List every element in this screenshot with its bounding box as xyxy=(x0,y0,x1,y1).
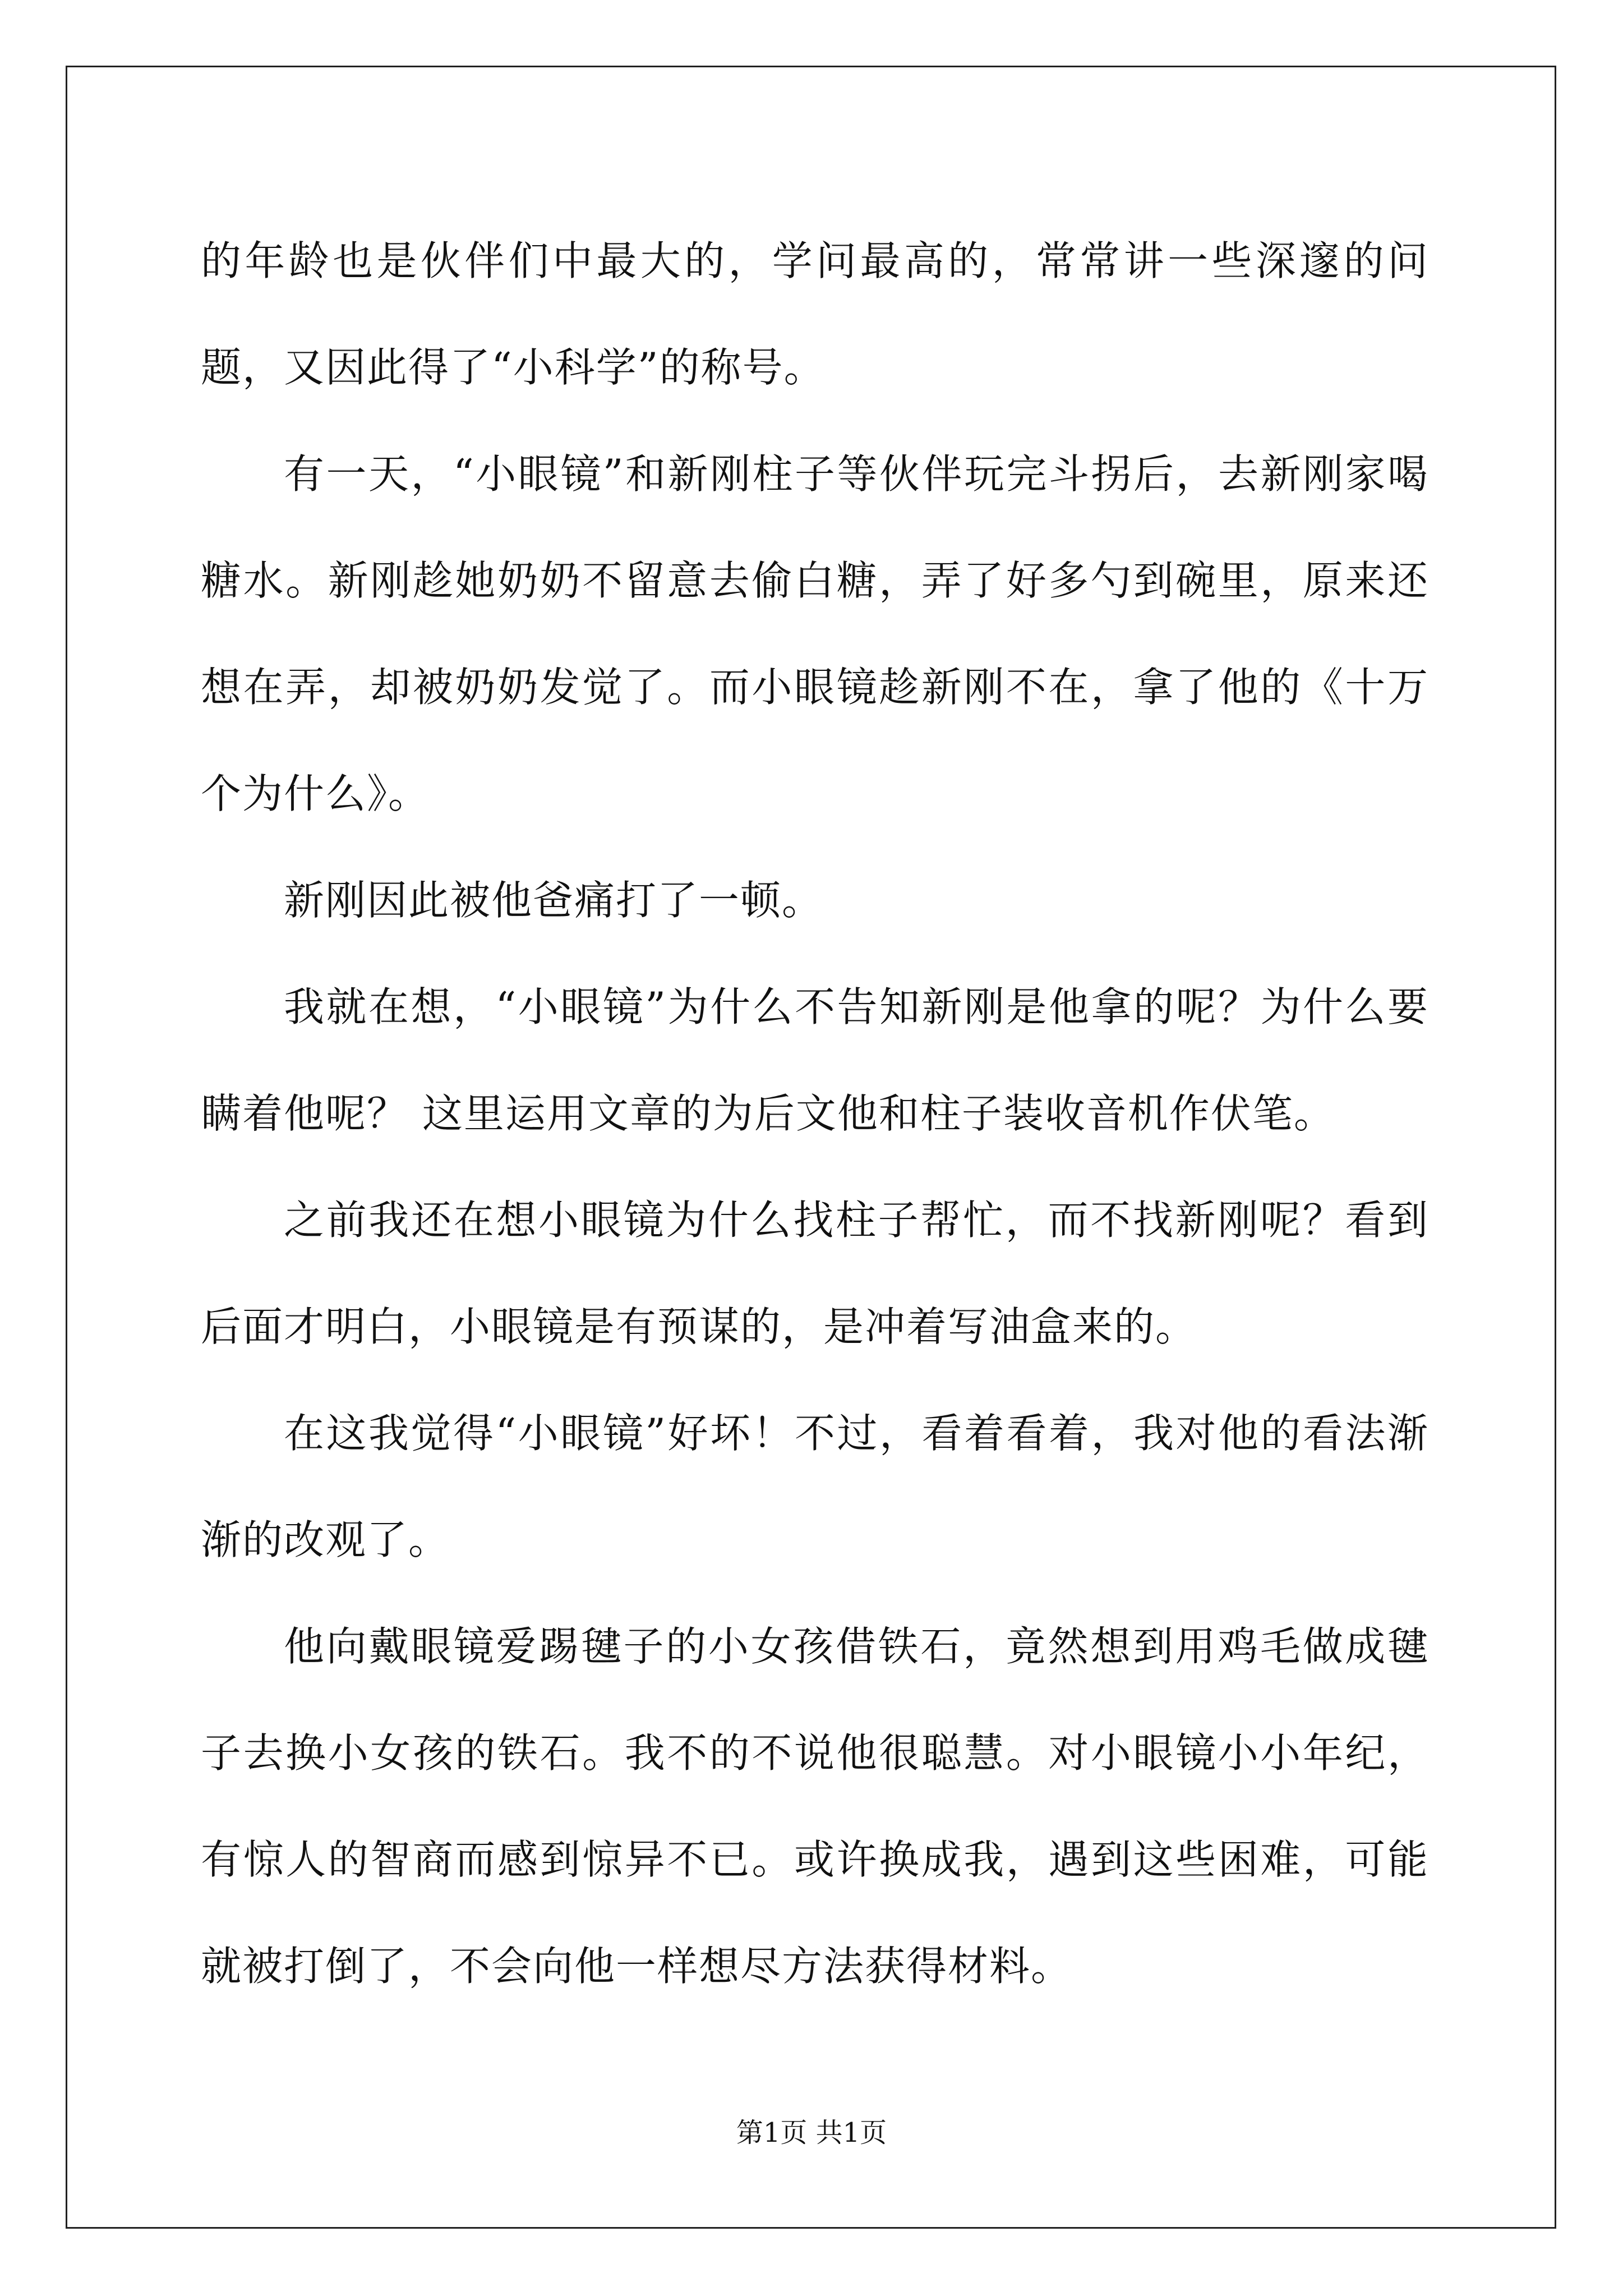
paragraph-1: 的年龄也是伙伴们中最大的，学问最高的，常常讲一些深邃的问题，又因此得了“小科学”的称号。 xyxy=(201,237,1429,391)
paragraph-5: 之前我还在想小眼镜为什么找柱子帮忙，而不找新刚呢？看到后面才明白，小眼镜是有预谋的，是冲着写油盒来的。 xyxy=(201,1197,1429,1350)
paragraph-2: 有一天，“小眼镜”和新刚柱子等伙伴玩完斗拐后，去新刚家喝糖水。新刚趁她奶奶不留意去偷白糖，弄了好多勺到碗里，原来还想在弄，却被奶奶发觉了。而小眼镜趁新刚不在，拿了他的《十万个为什么》。 xyxy=(201,450,1429,817)
paragraph-6: 在这我觉得“小眼镜”好坏！不过，看着看着，我对他的看法渐渐的改观了。 xyxy=(201,1410,1429,1563)
paragraph-3: 新刚因此被他爸痛打了一顿。 xyxy=(284,877,824,924)
paragraph-7: 他向戴眼镜爱踢毽子的小女孩借铁石，竟然想到用鸡毛做成毽子去换小女孩的铁石。我不的不说他很聪慧。对小眼镜小小年纪，有惊人的智商而感到惊异不已。或许换成我，遇到这些困难，可能就被打倒了，不会向他一样想尽方法获得材料。 xyxy=(201,1623,1429,1990)
page-footer: 第1页 共1页 xyxy=(736,2117,887,2148)
paragraph-4: 我就在想，“小眼镜”为什么不告知新刚是他拿的呢？为什么要瞒着他呢？ 这里运用文章的为后文他和柱子装收音机作伏笔。 xyxy=(201,983,1429,1137)
document-body xyxy=(201,208,1429,2019)
